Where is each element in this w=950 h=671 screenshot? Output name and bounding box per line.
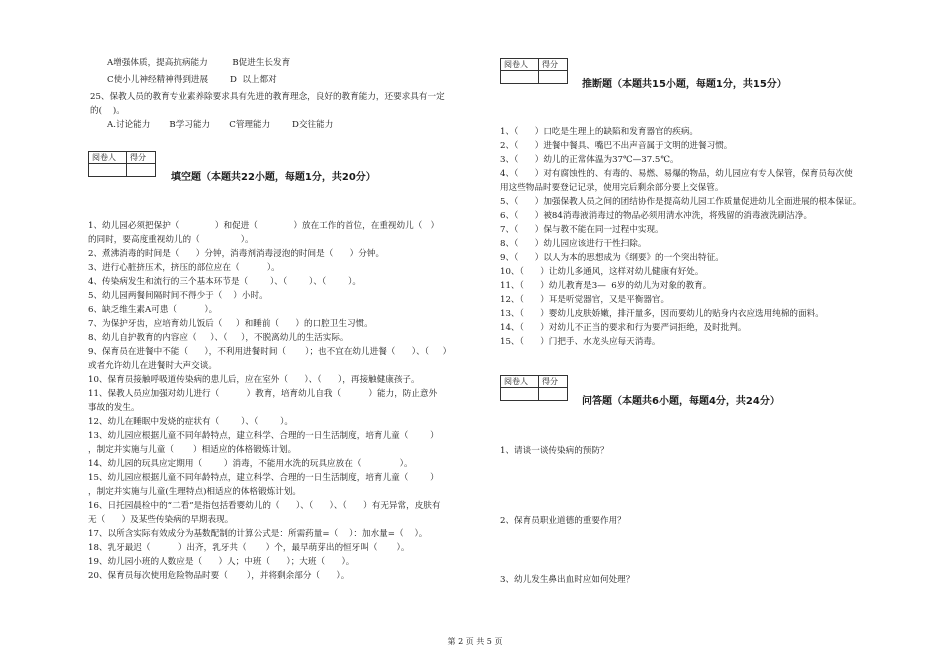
fill-line: 15、幼儿园应根据儿童不同年龄特点，建立科学、合理的一日生活制度，培育儿童（ ） [88, 473, 439, 483]
q25-options: A.讨论能力 B学习能力 C管理能力 D交往能力 [107, 120, 334, 130]
score-label: 得分 [539, 59, 568, 71]
fill-line: 14、幼儿园的玩具应定期用（ ）消毒，不能用水洗的玩具应放在（ ）。 [88, 459, 413, 469]
fill-line: 4、传染病发生和流行的三个基本环节是（ ）、（ ）、（ ）。 [88, 277, 361, 287]
grader-label: 阅卷人 [501, 59, 539, 71]
fill-line: ，制定并实施与儿童(生理特点)相适应的体格锻炼计划。 [88, 487, 301, 497]
score-cell[interactable] [539, 388, 568, 401]
section-title-judge: 推断题（本题共15小题，每题1分，共15分） [582, 79, 787, 90]
judge-line: 15、（ ）门把手、水龙头应每天消毒。 [500, 337, 661, 347]
grader-label: 阅卷人 [89, 152, 127, 164]
qa-question-1: 1、请谈一谈传染病的预防？ [500, 446, 609, 456]
score-cell[interactable] [539, 71, 568, 84]
q25-stem-cont: 的( )。 [90, 106, 125, 116]
fill-line: 5、幼儿园两餐间隔时间不得少于（ ）小时。 [88, 291, 268, 301]
judge-line: 用这些物品时要登记记录，使用完后剩余部分要上交保管。 [500, 183, 724, 193]
page-footer: 第 2 页 共 5 页 [447, 637, 503, 646]
fill-line: ，制定并实施与儿童（ ）相适应的体格锻炼计划。 [88, 445, 297, 455]
fill-line: 9、保育员在进餐中不能（ ），不利用进餐时间（ ）；也不宜在幼儿进餐（ ）、（ ） [88, 347, 452, 357]
score-box-fill [88, 151, 156, 177]
fill-line: 7、为保护牙齿，应培育幼儿饭后（ ）和睡前（ ）的口腔卫生习惯。 [88, 319, 373, 329]
fill-line: 6、缺乏维生素A可患（ ）。 [88, 305, 218, 315]
score-cell[interactable] [127, 164, 156, 177]
fill-line: 1、幼儿园必须把保护（ ）和促进（ ）放在工作的首位，在重视幼儿（ ） [88, 221, 440, 231]
fill-line: 2、煮沸消毒的时间是（ ）分钟，消毒剂消毒浸泡的时间是（ ）分钟。 [88, 249, 385, 259]
fill-line: 16、日托园晨检中的“二看”是指包括看婴幼儿的（ ）、（ ）、（ ）有无异常，皮肤有 [88, 501, 441, 511]
grader-label: 阅卷人 [501, 376, 539, 388]
judge-line: 7、（ ）保与教不能在同一过程中实现。 [500, 225, 664, 235]
fill-line: 10、保育员接触呼吸道传染病的患儿后，应在室外（ ）、（ ），再接触健康孩子。 [88, 375, 420, 385]
judge-line: 5、（ ）加强保教人员之间的团结协作是提高幼儿园工作质量促进幼儿全面进展的根本保证。 [500, 197, 862, 207]
fill-line: 或者允许幼儿在进餐时大声交谈。 [88, 361, 217, 371]
fill-line: 18、乳牙最迟（ ）出齐，乳牙共（ ）个，最早萌芽出的恒牙叫（ ）。 [88, 543, 410, 553]
judge-line: 12、（ ）耳是听觉器官，又是平衡器官。 [500, 295, 670, 305]
judge-line: 6、（ ）被84消毒液消毒过的物品必须用清水冲洗，将残留的消毒液洗刷洁净。 [500, 211, 813, 221]
score-label: 得分 [127, 152, 156, 164]
fill-line: 3、进行心脏挤压术，挤压的部位应在（ ）。 [88, 263, 280, 273]
fill-line: 19、幼儿园小班的人数应是（ ）人；中班（ ）；大班（ ）。 [88, 557, 355, 567]
qa-question-2: 2、保育员职业道德的重要作用？ [500, 516, 626, 526]
fill-line: 13、幼儿园应根据儿童不同年龄特点，建立科学、合理的一日生活制度，培育儿童（ ） [88, 431, 439, 441]
fill-line: 的同时，要高度重视幼儿的（ ）。 [88, 235, 254, 245]
qa-question-3: 3、幼儿发生鼻出血时应如何处理？ [500, 575, 635, 585]
score-box-qa [500, 375, 568, 401]
judge-line: 1、（ ）口吃是生理上的缺陷和发育器官的疾病。 [500, 127, 699, 137]
score-label: 得分 [539, 376, 568, 388]
grader-cell[interactable] [501, 71, 539, 84]
q24-options-ab: A增强体质，提高抗病能力 B促进生长发育 [107, 58, 291, 68]
judge-line: 8、（ ）幼儿园应该进行干性扫除。 [500, 239, 647, 249]
fill-line: 8、幼儿自护教育的内容应（ ）、（ ），不脱离幼儿的生活实际。 [88, 333, 349, 343]
judge-line: 11、（ ）幼儿教育是3— 6岁的幼儿为对象的教育。 [500, 281, 712, 291]
q24-options-cd: C使小儿神经精神得到进展 D 以上都对 [107, 75, 277, 85]
fill-line: 17、以所含实际有效成分为基数配制的计算公式是：所需药量=（ ）：加水量=（ ）。 [88, 529, 428, 539]
grader-cell[interactable] [89, 164, 127, 177]
fill-line: 12、幼儿在睡眠中发烧的症状有（ ）、（ ）。 [88, 417, 294, 427]
judge-line: 13、（ ）婴幼儿皮肤娇嫩，排汗量多，因而要幼儿的贴身内衣应选用纯棉的面料。 [500, 309, 824, 319]
fill-line: 20、保育员每次使用危险物品时要（ ），并将剩余部分（ ）。 [88, 571, 350, 581]
judge-line: 4、（ ）对有腐蚀性的、有毒的、易燃、易爆的物品，幼儿园应有专人保管，保育员每次使 [500, 169, 853, 179]
score-box-judge [500, 58, 568, 84]
section-title-qa: 问答题（本题共6小题，每题4分，共24分） [582, 396, 780, 407]
judge-line: 2、（ ）进餐中餐具、嘴巴不出声音属于文明的进餐习惯。 [500, 141, 733, 151]
fill-line: 无（ ）及某些传染病的早期表现。 [88, 515, 234, 525]
q25-stem: 25、保教人员的教育专业素养除要求具有先进的教育理念，良好的教育能力，还要求具有一定 [90, 92, 445, 102]
judge-line: 14、（ ）对幼儿不正当的要求和行为要严词拒绝，及时批判。 [500, 323, 747, 333]
fill-line: 11、保教人员应加强对幼儿进行（ ）教育，培育幼儿自我（ ）能力，防止意外 [88, 389, 438, 399]
grader-cell[interactable] [501, 388, 539, 401]
fill-line: 事故的发生。 [88, 403, 140, 413]
judge-line: 9、（ ）以人为本的思想成为《纲要》的一个突出特征。 [500, 253, 724, 263]
section-title-fill: 填空题（本题共22小题，每题1分，共20分） [171, 172, 376, 183]
judge-line: 10、（ ）让幼儿多通风，这样对幼儿健康有好处。 [500, 267, 704, 277]
judge-line: 3、（ ）幼儿的正常体温为37℃—37.5℃。 [500, 155, 679, 165]
